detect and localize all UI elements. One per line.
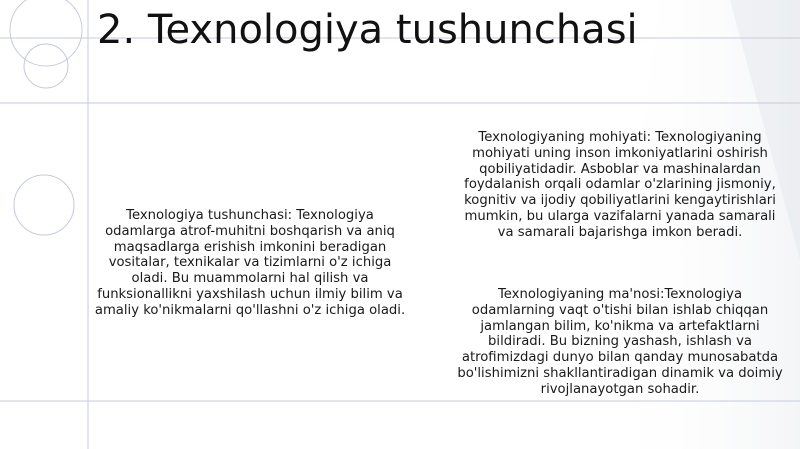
paragraph-technology-essence: Texnologiyaning mohiyati: Texnologiyaning mohiyati uning inson imkoniyatlarini oshirish qobiliyatidadir. Asboblar va mashinalardan foydalanish orqali odamlar o'zlarining jismoniy, kognitiv va ijodiy qobiliyatlarini kengaytirishlari mumkin, bu ularga vazifalarni yanada samarali va samarali bajarishga imkon beradi.	[464, 130, 776, 240]
paragraph-technology-concept: Texnologiya tushunchasi: Texnologiya odamlarga atrof-muhitni boshqarish va aniq maqsadlarga erishish imkonini beradigan vositalar, texnikalar va tizimlarni o'z ichiga oladi. Bu muammolarni hal qilish va funksionallikni yaxshilash uchun ilmiy bilim va amaliy ko'nikmalarni qo'llashni o'z ichiga oladi.	[94, 208, 406, 318]
slide-title: 2. Texnologiya tushunchasi	[97, 7, 638, 53]
paragraph-technology-meaning: Texnologiyaning ma'nosi:Texnologiya odamlarning vaqt o'tishi bilan ishlab chiqqan jamlangan bilim, ko'nikma va artefaktlarni bildiradi. Bu bizning yashash, ishlash va atrofimizdagi dunyo bilan qanday munosabatda bo'lishimizni shakllantiradigan dinamik va doimiy rivojlanayotgan sohadir.	[457, 287, 783, 397]
